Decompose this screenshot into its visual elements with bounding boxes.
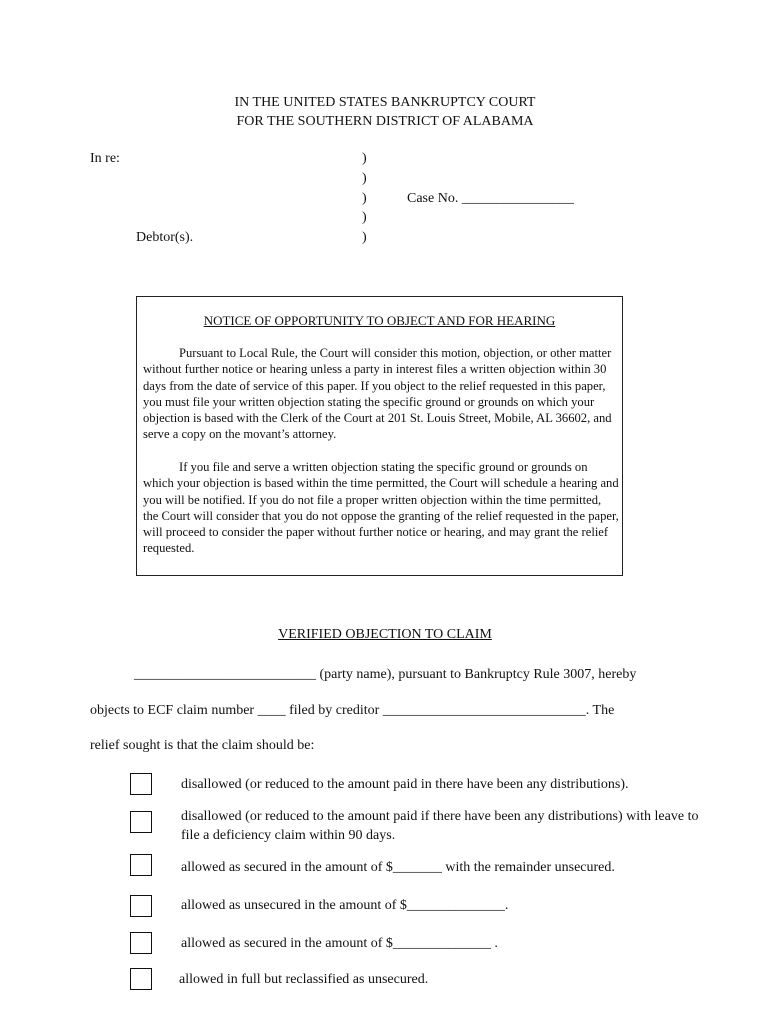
notice-paragraph-2: If you file and serve a written objection stating the specific ground or grounds on which your objection is based within the time permitted, the Court will schedule a hearing and you will be notified. If you do not file a proper written objection within the time permitted, the Court will consider that you do not oppose the granting of the relief requested in the paper, will proceed to consider the paper without further notice or hearing, and may grant the relief requested. xyxy=(143,460,619,556)
notice-paragraph-1: Pursuant to Local Rule, the Court will consider this motion, objection, or other matter without further notice or hearing unless a party in interest files a written objection within 30 days from the date of service of this paper. If you object to the relief requested in this paper, you must file your written objection stating the specific ground or grounds on which your objection is based with the Clerk of the Court at 201 St. Louis Street, Mobile, AL 36602, and serve a copy on the movant’s attorney. xyxy=(143,346,612,442)
option-disallowed-leave-label-cont: file a deficiency claim within 90 days. xyxy=(181,828,396,843)
debtor-label: Debtor(s). xyxy=(136,230,194,245)
option-reclassified-label: allowed in full but reclassified as unsecured. xyxy=(179,972,429,987)
caption-paren: ) xyxy=(362,210,367,225)
case-number-field[interactable]: Case No. ________________ xyxy=(407,191,574,206)
party-name-line[interactable]: __________________________ (party name), pursuant to Bankruptcy Rule 3007, hereby xyxy=(134,667,637,682)
option-secured-remainder-label: allowed as secured in the amount of $_______ with the remainder unsecured. xyxy=(181,860,615,875)
court-name-line1: IN THE UNITED STATES BANKRUPTCY COURT xyxy=(234,95,536,110)
option-disallowed-label: disallowed (or reduced to the amount paid in there have been any distributions). xyxy=(181,777,629,792)
option-reclassified-checkbox[interactable] xyxy=(130,968,152,990)
caption-paren: ) xyxy=(362,171,367,186)
option-secured-remainder-checkbox[interactable] xyxy=(130,854,152,876)
relief-sought-line: relief sought is that the claim should be: xyxy=(90,738,315,753)
notice-box xyxy=(136,296,623,576)
option-secured-amount-label: allowed as secured in the amount of $______________ . xyxy=(181,936,498,951)
claim-number-line[interactable]: objects to ECF claim number ____ filed by creditor _____________________________. The xyxy=(90,703,615,718)
option-disallowed-checkbox[interactable] xyxy=(130,773,152,795)
option-disallowed-leave-label: disallowed (or reduced to the amount paid if there have been any distributions) with leave to xyxy=(181,809,699,824)
option-unsecured-amount-label: allowed as unsecured in the amount of $______________. xyxy=(181,898,509,913)
option-disallowed-leave-checkbox[interactable] xyxy=(130,811,152,833)
court-name-line2: FOR THE SOUTHERN DISTRICT OF ALABAMA xyxy=(236,114,534,129)
notice-title: NOTICE OF OPPORTUNITY TO OBJECT AND FOR HEARING xyxy=(203,313,556,328)
in-re-label: In re: xyxy=(90,151,120,166)
caption-paren: ) xyxy=(362,191,367,206)
caption-paren: ) xyxy=(362,151,367,166)
option-secured-amount-checkbox[interactable] xyxy=(130,932,152,954)
caption-paren: ) xyxy=(362,230,367,245)
option-unsecured-amount-checkbox[interactable] xyxy=(130,895,152,917)
objection-title: VERIFIED OBJECTION TO CLAIM xyxy=(278,627,492,642)
